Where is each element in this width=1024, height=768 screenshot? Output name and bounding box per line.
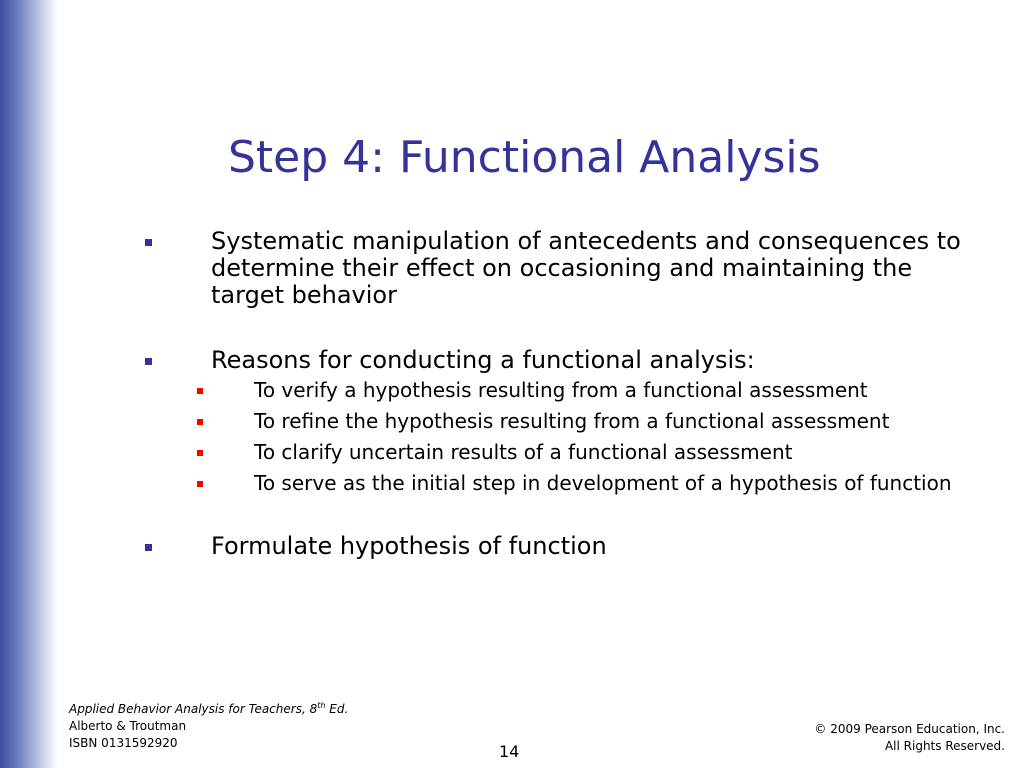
copyright-text: © 2009 Pearson Education, Inc. <box>814 722 1005 736</box>
sub-bullet-text: To clarify uncertain results of a functional assessment <box>254 440 793 464</box>
square-bullet-icon <box>145 358 152 365</box>
sub-bullet-text: To serve as the initial step in development of a hypothesis of function <box>254 471 952 495</box>
slide-content <box>0 228 1024 560</box>
sub-bullet-text: To verify a hypothesis resulting from a functional assessment <box>254 378 868 402</box>
sub-bullet-item <box>0 409 974 433</box>
bullet-text: Formulate hypothesis of function <box>211 532 607 560</box>
bullet-item <box>0 533 991 560</box>
footer-citation <box>69 697 348 752</box>
red-square-bullet-icon <box>197 419 203 425</box>
authors: Alberto & Troutman <box>69 719 187 733</box>
red-square-bullet-icon <box>197 481 203 487</box>
rights-text: All Rights Reserved. <box>884 739 1005 753</box>
square-bullet-icon <box>145 544 152 551</box>
sub-bullet-text: To refine the hypothesis resulting from a functional assessment <box>254 409 890 433</box>
bullet-item <box>0 347 991 374</box>
square-bullet-icon <box>145 239 152 246</box>
slide-title: Step 4: Functional Analysis <box>228 132 821 183</box>
sub-bullet-item <box>0 378 974 402</box>
red-square-bullet-icon <box>197 388 203 394</box>
page-number: 14 <box>499 742 520 761</box>
sub-bullet-item <box>0 471 974 495</box>
red-square-bullet-icon <box>197 450 203 456</box>
isbn: ISBN 0131592920 <box>69 736 178 750</box>
bullet-item <box>0 228 991 309</box>
sub-bullet-item <box>0 440 974 464</box>
bullet-text: Systematic manipulation of antecedents and consequences to determine their effect on occasioning and maintaining the target behavior <box>211 227 961 309</box>
bullet-text: Reasons for conducting a functional analysis: <box>211 346 755 374</box>
book-title: Applied Behavior Analysis for Teachers, 8th Ed. <box>69 701 349 716</box>
footer-copyright <box>814 721 1005 755</box>
